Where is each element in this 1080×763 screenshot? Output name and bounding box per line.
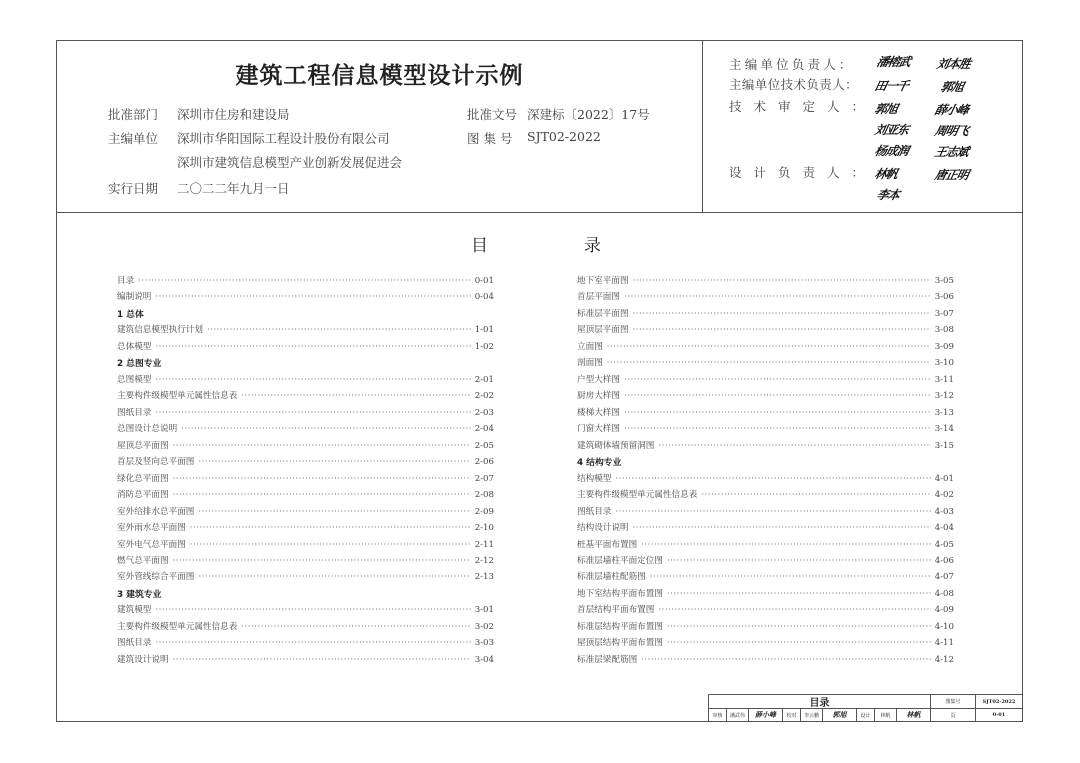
toc-entry-title: 总图设计总说明 [117,424,178,435]
signature-image: 杨成润 [873,144,910,158]
toc-dot-leader [173,556,471,566]
toc-dot-leader [181,424,471,434]
toc-entry [117,620,494,636]
toc-entry-title: 地下室平面图 [577,276,629,286]
toc-entry [577,620,954,636]
toc-entry-page: 4-09 [934,605,954,616]
toc-entry-title: 建筑信息模型执行计划 [117,325,203,336]
toc-entry-title: 建筑模型 [117,605,152,616]
role-label: 校对 [783,709,801,722]
toc-entry-title: 图纸目录 [577,506,612,517]
editor-unit-label: 主编单位 [108,131,159,146]
toc-entry [117,570,494,586]
toc-entry-title: 目录 [117,276,135,286]
toc-entry-title: 户型大样图 [577,374,620,385]
role-name: 潘武伟 [727,709,749,722]
signature-image: 郭旭 [823,709,857,722]
toc-entry [577,554,954,570]
toc-dot-leader [198,457,470,467]
toc-dot-leader [633,325,931,335]
toc-entry-title: 屋顶总平面图 [117,440,169,451]
toc-dot-leader [198,572,470,582]
toc-entry [117,554,494,570]
toc-section-heading [117,356,494,372]
toc-dot-leader [641,655,931,665]
toc-entry-page: 3-04 [474,654,494,665]
toc-entry [577,290,954,306]
toc-entry-title: 室外电气总平面图 [117,539,186,550]
toc-entry [577,373,954,389]
toc-entry-title: 标准层结构平面布置图 [577,621,663,632]
drawing-frame [56,40,1023,722]
toc-entry-page: 2-02 [474,391,494,402]
toc-entry-page: 4-08 [934,588,954,599]
toc-entry [577,488,954,504]
toc-entry [577,636,954,652]
toc-dot-leader [173,655,471,665]
toc-entry-page: 3-10 [934,358,954,369]
toc-dot-leader [173,441,471,451]
toc-entry-page: 3-08 [934,325,954,336]
toc-entry-page: 2-09 [474,506,494,517]
toc-dot-leader [624,424,931,434]
toc-dot-leader [624,292,931,302]
signature-image: 刘亚东 [873,123,910,137]
toc-entry-title: 图纸目录 [117,638,152,649]
toc-entry-title: 结构模型 [577,473,612,484]
toc-entry [117,505,494,521]
toc-entry-page: 4-05 [934,539,954,550]
drawing-name: 目录 [709,695,931,709]
toc-entry-title: 室外给排水总平面图 [117,506,195,517]
header-block [57,41,1022,213]
toc-entry-title: 1 总体 [117,309,144,320]
toc-section-heading [117,307,494,323]
toc-dot-leader [173,490,471,500]
toc-section-heading [577,455,954,471]
toc-entry-page: 2-03 [474,407,494,418]
toc-entry [117,274,494,290]
toc-entry-page: 0-01 [474,276,494,286]
toc-entry [577,439,954,455]
toc-entry [577,274,954,290]
toc-entry-page: 4-06 [934,555,954,566]
toc-dot-leader [624,391,931,401]
toc-entry-page: 2-07 [474,473,494,484]
toc-dot-leader [155,342,470,352]
toc-entry-title: 建筑砌体墙预留洞图 [577,440,655,451]
toc-entry-page: 3-06 [934,292,954,303]
toc-dot-leader [650,572,931,582]
toc-entry [577,356,954,372]
toc-entry [577,340,954,356]
toc-entry-page: 3-05 [934,276,954,286]
toc-entry-page: 2-10 [474,523,494,534]
toc-entry-page: 4-03 [934,506,954,517]
toc-entry-page: 2-05 [474,440,494,451]
header-left-panel [57,41,703,212]
toc-entry [117,488,494,504]
chief-unit-head-label: 主编单位负责人： [729,57,855,72]
toc-entry-page: 3-14 [934,424,954,435]
toc-entry [577,505,954,521]
toc-entry-page: 4-01 [934,473,954,484]
toc-entry [577,389,954,405]
toc-entry-page: 3-03 [474,638,494,649]
signature-image: 田一千 [873,79,910,93]
toc-dot-leader [633,309,931,319]
toc-dot-leader [667,589,931,599]
toc-entry-title: 首层及竖向总平面图 [117,457,195,468]
toc-dot-leader [701,490,930,500]
toc-entry-title: 主要构件级模型单元属性信息表 [577,490,698,501]
toc-entry [577,587,954,603]
toc-entry-title: 楼梯大样图 [577,407,620,418]
toc-entry [577,538,954,554]
toc-dot-leader [607,358,931,368]
toc-dot-leader [173,474,471,484]
toc-section-heading [117,587,494,603]
toc-entry-title: 标准层墙柱平面定位图 [577,555,663,566]
editor-unit-value-1: 深圳市华阳国际工程设计股份有限公司 [177,131,390,146]
toc-entry-title: 图纸目录 [117,407,152,418]
toc-dot-leader [633,523,931,533]
toc-entry-title: 绿化总平面图 [117,473,169,484]
toc-dot-leader [615,507,930,517]
toc-entry-page: 4-02 [934,490,954,501]
role-label: 审核 [709,709,727,722]
signature-image: 李本 [875,188,901,202]
toc-entry [117,389,494,405]
toc-entry-page: 2-11 [474,539,494,550]
toc-entry-page: 4-07 [934,572,954,583]
toc-entry-title: 室外雨水总平面图 [117,523,186,534]
toc-entry [117,538,494,554]
toc-entry [577,653,954,669]
technical-reviewer-label: 技术审定人： [729,99,877,114]
toc-dot-leader [155,292,470,302]
effective-date-label: 实行日期 [108,181,159,196]
page-label: 页 [931,709,976,722]
toc-entry-title: 总图模型 [117,374,152,385]
design-lead-label: 设计负责人： [729,165,877,180]
toc-dot-leader [138,276,470,286]
toc-entry-title: 地下室结构平面布置图 [577,588,663,599]
toc-entry-title: 总体模型 [117,341,152,352]
role-label: 设计 [857,709,875,722]
toc-entry-title: 立面图 [577,341,603,352]
toc-dot-leader [241,391,470,401]
signature-image: 刘本胜 [935,57,972,71]
toc-entry-title: 消防总平面图 [117,490,169,501]
toc-entry-title: 厨房大样图 [577,391,620,402]
toc-entry-title: 结构设计说明 [577,523,629,534]
toc-dot-leader [667,556,931,566]
toc-dot-leader [615,474,930,484]
toc-entry-title: 剖面图 [577,358,603,369]
toc-entry [117,373,494,389]
toc-title-char: 录 [584,236,601,256]
toc-dot-leader [658,441,930,451]
toc-dot-leader [198,507,470,517]
toc-dot-leader [658,605,930,615]
toc-entry-title: 标准层墙柱配筋图 [577,572,646,583]
toc-left-column [117,274,494,669]
approval-dept-value: 深圳市住房和建设局 [177,107,290,122]
toc-entry-title: 首层平面图 [577,292,620,303]
toc-entry-title: 首层结构平面布置图 [577,605,655,616]
toc-entry [117,340,494,356]
toc-entry [117,323,494,339]
toc-entry-page: 3-01 [474,605,494,616]
toc-entry [577,570,954,586]
toc-entry-page: 2-13 [474,572,494,583]
toc-dot-leader [667,638,931,648]
toc-dot-leader [155,638,470,648]
toc-entry-page: 1-02 [474,341,494,352]
approval-doc-label: 批准文号 [467,107,518,122]
toc-entry-page: 0-04 [474,292,494,303]
toc-entry [117,455,494,471]
page-value: 0-01 [976,709,1023,722]
toc-dot-leader [155,408,470,418]
toc-entry [117,290,494,306]
signature-image: 郭旭 [939,80,965,94]
toc-entry [577,521,954,537]
signature-image: 林帆 [873,167,899,181]
toc-dot-leader [624,408,931,418]
approval-dept-label: 批准部门 [108,107,159,122]
toc-entry-page: 2-06 [474,457,494,468]
signature-image: 郭旭 [873,102,899,116]
toc-entry [577,422,954,438]
toc-entry-page: 2-12 [474,555,494,566]
toc-entry [117,653,494,669]
atlas-value: SJT02-2022 [976,695,1023,709]
toc-dot-leader [155,375,470,385]
toc-dot-leader [241,622,470,632]
signature-image: 潘榕武 [875,55,912,69]
toc-entry-page: 3-13 [934,407,954,418]
toc-entry-page: 4-10 [934,621,954,632]
toc-right-column [577,274,954,669]
toc-entry-page: 1-01 [474,325,494,336]
atlas-label: 图集号 [931,695,976,709]
toc-entry-page: 3-02 [474,621,494,632]
page-title: 建筑工程信息模型设计示例 [235,63,524,89]
role-name: 林帆 [875,709,897,722]
toc-dot-leader [155,605,470,615]
toc-entry [117,406,494,422]
toc-entry-title: 编制说明 [117,292,152,303]
toc-entry [117,422,494,438]
toc-entry-title: 2 总图专业 [117,359,162,370]
editor-unit-value-2: 深圳市建筑信息模型产业创新发展促进会 [177,155,403,170]
signature-image: 薛小峰 [749,709,783,722]
toc-entry-page: 4-11 [934,638,954,649]
title-block [708,694,1023,722]
toc-entry-page: 3-11 [934,374,954,385]
toc-entry [117,603,494,619]
toc-entry-title: 燃气总平面图 [117,555,169,566]
toc-dot-leader [641,540,931,550]
toc-entry-title: 门窗大样图 [577,424,620,435]
toc-entry [117,472,494,488]
role-name: 李云鹏 [801,709,823,722]
toc-entry-page: 3-07 [934,308,954,319]
toc-entry [117,439,494,455]
toc-entry-title: 4 结构专业 [577,458,622,469]
toc-entry [117,636,494,652]
approval-doc-value: 深建标〔2022〕17号 [527,107,650,122]
toc-dot-leader [633,276,931,286]
toc-dot-leader [607,342,931,352]
atlas-no-value: SJT02-2022 [527,129,601,144]
toc-entry-page: 4-12 [934,654,954,665]
toc-entry [577,472,954,488]
signature-image: 林帆 [897,709,931,722]
signature-image: 周明飞 [933,124,970,138]
signature-image: 薛小峰 [933,103,970,117]
toc-entry-page: 2-08 [474,490,494,501]
toc-entry [117,521,494,537]
toc-entry-title: 标准层平面图 [577,308,629,319]
toc-entry [577,603,954,619]
toc-entry-title: 室外管线综合平面图 [117,572,195,583]
toc-entry-title: 3 建筑专业 [117,589,162,600]
signature-image: 王志斌 [933,145,970,159]
toc-entry-page: 4-04 [934,523,954,534]
toc-dot-leader [624,375,931,385]
toc-entry-page: 3-09 [934,341,954,352]
toc-dot-leader [667,622,931,632]
toc-entry-page: 2-04 [474,424,494,435]
toc-entry-title: 屋顶层平面图 [577,325,629,336]
atlas-no-label: 图 集 号 [467,131,513,146]
toc-entry-title: 建筑设计说明 [117,654,169,665]
toc-entry-title: 主要构件级模型单元属性信息表 [117,621,238,632]
toc-title-char: 目 [471,236,488,256]
chief-unit-tech-head-label: 主编单位技术负责人： [729,77,859,92]
toc-entry-page: 3-15 [934,440,954,451]
toc-entry-page: 2-01 [474,374,494,385]
toc-entry-title: 屋顶层结构平面布置图 [577,638,663,649]
toc-entry-title: 桩基平面布置图 [577,539,638,550]
toc-entry-title: 标准层梁配筋图 [577,654,638,665]
toc-entry-page: 3-12 [934,391,954,402]
toc-entry [577,307,954,323]
toc-entry-title: 主要构件级模型单元属性信息表 [117,391,238,402]
toc-entry [577,406,954,422]
effective-date-value: 二〇二二年九月一日 [177,181,290,196]
responsible-persons-panel [703,41,1022,212]
toc-dot-leader [190,540,471,550]
toc-dot-leader [207,325,471,335]
toc-entry [577,323,954,339]
toc-dot-leader [190,523,471,533]
signature-image: 唐正明 [933,168,970,182]
